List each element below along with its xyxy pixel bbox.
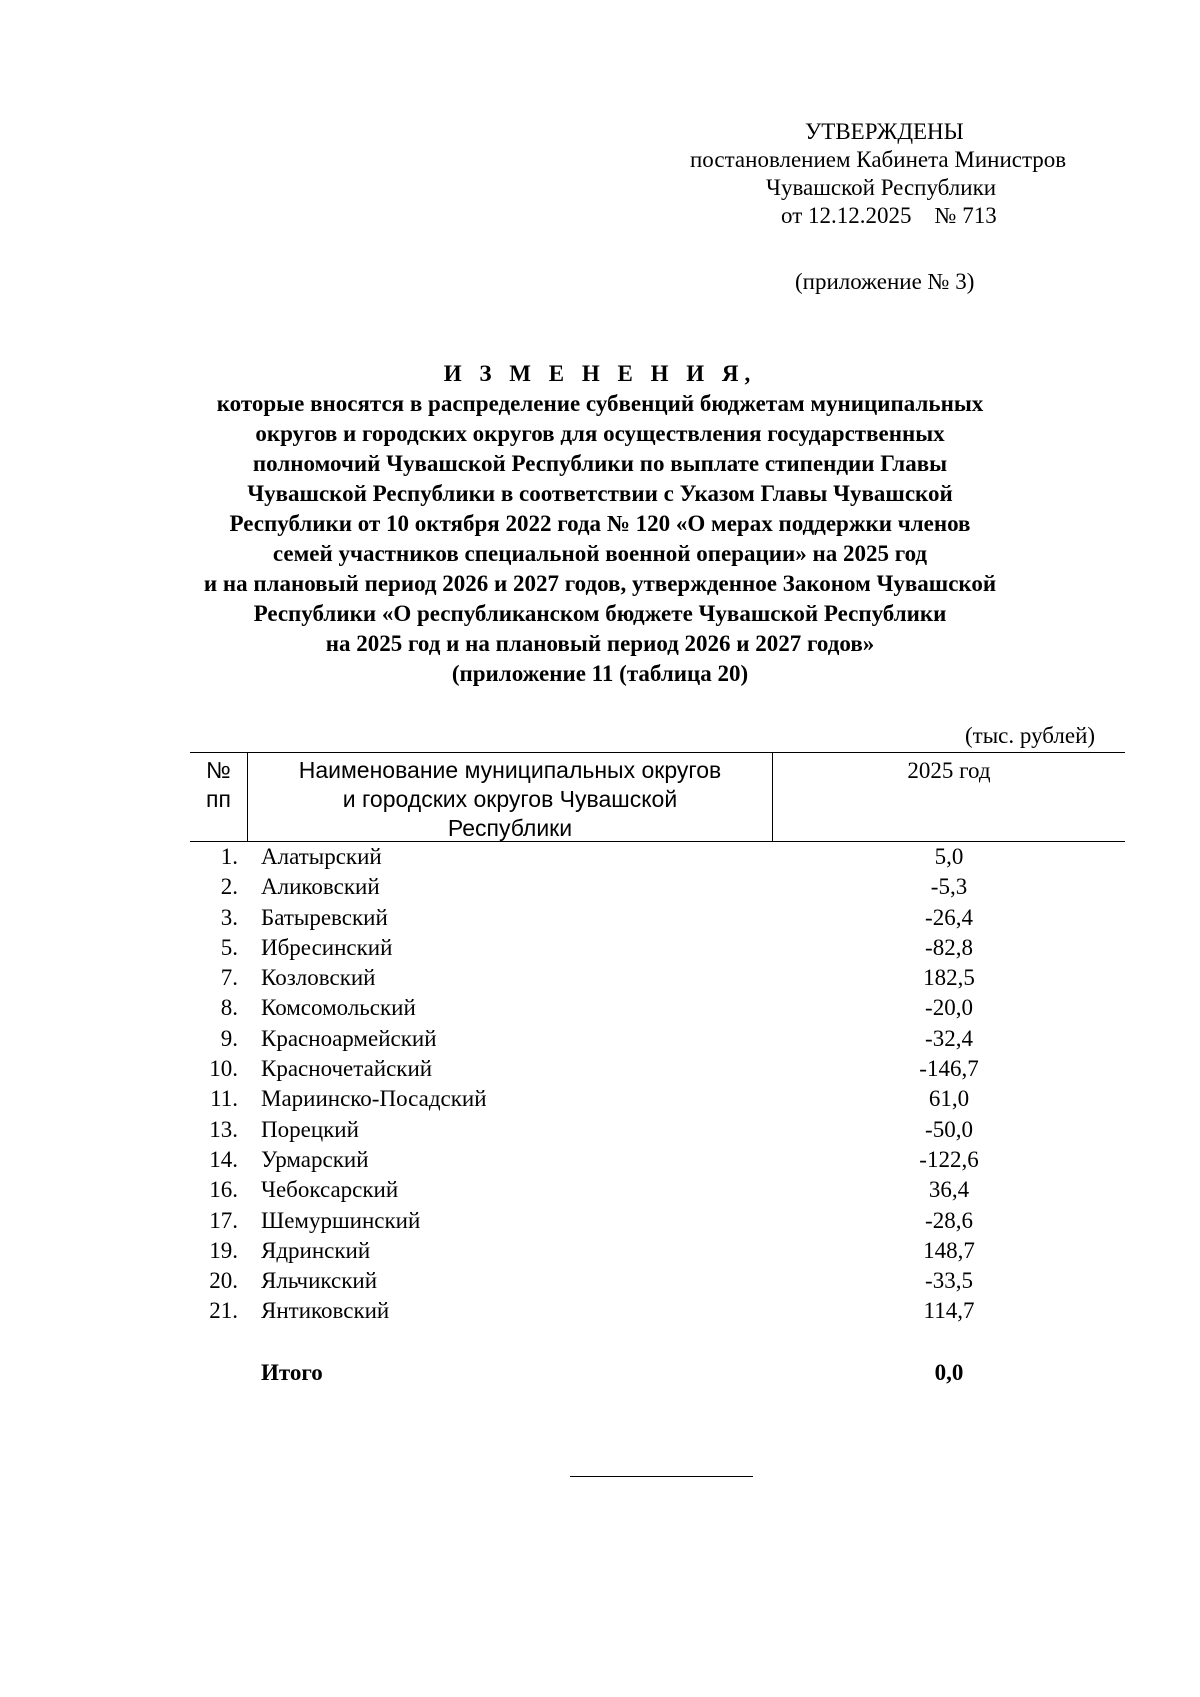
appendix-note: (приложение № 3) [795, 269, 975, 294]
row-number: 9. [220, 1025, 238, 1051]
row-number: 8. [220, 995, 238, 1021]
row-district-name: Яльчикский [261, 1268, 378, 1294]
row-value: -32,4 [925, 1025, 973, 1051]
title-line-3: полномочий Чувашской Республики по выплате стипендии Главы [252, 451, 948, 476]
row-district-name: Комсомольский [261, 995, 416, 1021]
approval-title: УТВЕРЖДЕНЫ [805, 119, 964, 144]
table-row [190, 1236, 1125, 1266]
document-title [0, 359, 1200, 689]
row-district-name: Порецкий [261, 1116, 359, 1142]
table-row [190, 963, 1125, 993]
approval-date-number: от 12.12.2025 № 713 [781, 203, 997, 228]
row-district-name: Чебоксарский [261, 1177, 399, 1203]
header-number [190, 753, 248, 841]
row-district-name: Алатырский [261, 844, 382, 869]
approval-authority: постановлением Кабинета Министров [690, 147, 1067, 172]
row-value: -82,8 [925, 934, 973, 960]
header-name-line-3: Республики [447, 815, 573, 841]
table-row [190, 933, 1125, 963]
row-number: 2. [220, 874, 238, 900]
header-name [248, 753, 773, 841]
row-value: 61,0 [928, 1086, 970, 1112]
approval-republic: Чувашской Республики [766, 175, 997, 200]
row-district-name: Шемуршинский [261, 1207, 421, 1233]
total-label: Итого [261, 1360, 323, 1385]
row-district-name: Козловский [261, 965, 376, 991]
row-district-name: Батыревский [261, 904, 388, 930]
row-value: 182,5 [923, 965, 975, 991]
table-row [190, 1084, 1125, 1114]
row-district-name: Урмарский [261, 1146, 369, 1172]
row-district-name: Красноармейский [261, 1025, 437, 1051]
table-row [190, 1145, 1125, 1175]
row-number: 20. [209, 1268, 238, 1294]
row-number: 17. [209, 1207, 238, 1233]
row-value: -28,6 [925, 1207, 973, 1233]
table-row [190, 903, 1125, 933]
row-district-name: Аликовский [261, 874, 380, 900]
header-name-line-2: и городских округов Чувашской [342, 786, 678, 812]
title-line-5: Республики от 10 октября 2022 года № 120 «О мерах поддержки членов [229, 511, 971, 536]
row-number: 5. [220, 934, 238, 960]
title-line-9: на 2025 год и на плановый период 2026 и 2027 годов» [325, 631, 875, 656]
row-value: 36,4 [928, 1177, 970, 1203]
row-value: -50,0 [925, 1116, 973, 1142]
row-number: 14. [209, 1146, 238, 1172]
row-number: 10. [209, 1056, 238, 1082]
header-year: 2025 год [907, 758, 991, 783]
table-row [190, 1175, 1125, 1205]
row-number: 1. [220, 844, 238, 869]
row-value: -20,0 [925, 995, 973, 1021]
row-district-name: Мариинско-Посадский [261, 1086, 487, 1112]
header-number-line-1: № [206, 757, 231, 783]
table-row [190, 872, 1125, 902]
row-number: 19. [209, 1237, 238, 1263]
table-row [190, 1296, 1125, 1326]
table-row [190, 1115, 1125, 1145]
row-value: -33,5 [925, 1268, 973, 1294]
table-row [190, 842, 1125, 872]
row-value: -146,7 [919, 1056, 979, 1082]
row-value: -122,6 [919, 1146, 979, 1172]
total-value: 0,0 [934, 1360, 964, 1385]
header-number-line-2: пп [206, 786, 231, 812]
title-line-4: Чувашской Республики в соответствии с Указом Главы Чувашской [247, 481, 953, 506]
table-row [190, 1054, 1125, 1084]
table-row [190, 1024, 1125, 1054]
units-label: (тыс. рублей) [965, 723, 1096, 748]
end-rule [570, 1476, 753, 1477]
table-header [190, 752, 1125, 842]
row-number: 3. [220, 904, 238, 930]
distribution-table [190, 752, 1125, 1327]
table-row [190, 1206, 1125, 1236]
table-body [190, 842, 1125, 1327]
row-value: 148,7 [923, 1237, 975, 1263]
row-district-name: Красночетайский [261, 1056, 433, 1082]
table-row [190, 1266, 1125, 1296]
row-number: 7. [220, 965, 238, 991]
title-line-1: которые вносятся в распределение субвенций бюджетам муниципальных [216, 391, 984, 416]
row-district-name: Янтиковский [261, 1298, 390, 1324]
row-number: 16. [209, 1177, 238, 1203]
row-value: 114,7 [923, 1298, 975, 1324]
row-district-name: Ибресинский [261, 934, 393, 960]
title-line-6: семей участников специальной военной операции» на 2025 год [272, 541, 928, 566]
title-line-2: округов и городских округов для осуществления государственных [255, 421, 945, 446]
header-name-line-1: Наименование муниципальных округов [298, 757, 722, 783]
title-line-10: (приложение 11 (таблица 20) [451, 661, 749, 686]
row-number: 13. [209, 1116, 238, 1142]
row-district-name: Ядринский [261, 1237, 371, 1263]
table-row [190, 993, 1125, 1023]
row-value: -26,4 [925, 904, 973, 930]
title-line-7: и на плановый период 2026 и 2027 годов, утвержденное Законом Чувашской [203, 571, 997, 596]
title-line-8: Республики «О республиканском бюджете Чувашской Республики [253, 601, 947, 626]
title-word: И З М Е Н Е Н И Я, [443, 361, 757, 386]
row-value: -5,3 [930, 874, 968, 900]
row-value: 5,0 [934, 844, 964, 869]
row-number: 21. [209, 1298, 238, 1324]
row-number: 11. [210, 1086, 238, 1112]
